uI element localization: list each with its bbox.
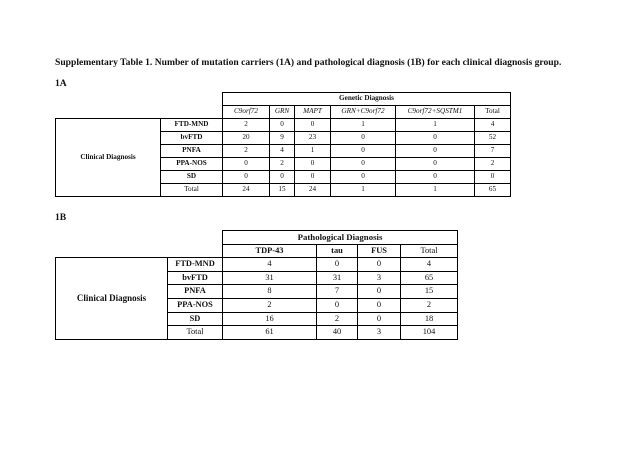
column-header: tau xyxy=(317,244,358,258)
table-cell: 0 xyxy=(358,312,401,326)
table-cell: 7 xyxy=(317,285,358,299)
table-cell: 2 xyxy=(223,119,270,132)
table-cell: 1 xyxy=(331,184,396,197)
table-1a-group-header-row xyxy=(56,93,511,106)
table-cell: 20 xyxy=(223,132,270,145)
table-cell: 9 xyxy=(270,132,295,145)
table-cell: 1 xyxy=(331,119,396,132)
row-header: SD xyxy=(161,171,223,184)
table-cell: 40 xyxy=(317,326,358,340)
row-header: FTD-MND xyxy=(161,119,223,132)
table-cell: 0 xyxy=(331,171,396,184)
table-cell: 16 xyxy=(223,312,317,326)
table-cell: 3 xyxy=(358,326,401,340)
table-1b-group-header-row xyxy=(56,231,458,245)
table-cell: 0 xyxy=(358,298,401,312)
row-header: SD xyxy=(168,312,223,326)
table-cell: 0 xyxy=(295,171,331,184)
table-cell: 2 xyxy=(401,298,458,312)
table-cell: 0 xyxy=(331,145,396,158)
column-header: C9orf72+SQSTM1 xyxy=(396,106,475,119)
table-1b-column-header-row xyxy=(56,244,458,258)
table-cell: 61 xyxy=(223,326,317,340)
row-header: PNFA xyxy=(161,145,223,158)
clinical-diagnosis-label: Clinical Diagnosis xyxy=(56,119,161,197)
table-1b xyxy=(55,230,458,340)
table-cell: 65 xyxy=(401,271,458,285)
table-cell: 0 xyxy=(295,119,331,132)
table-cell: 0 xyxy=(223,158,270,171)
row-header: bvFTD xyxy=(168,271,223,285)
column-header: Total xyxy=(475,106,511,119)
column-header: FUS xyxy=(358,244,401,258)
table-caption: Supplementary Table 1. Number of mutation carriers (1A) and pathological diagnosis (1B) for each clinical diagnosis group. xyxy=(55,57,562,68)
pathological-diagnosis-header: Pathological Diagnosis xyxy=(223,231,458,245)
table-cell: 65 xyxy=(475,184,511,197)
row-header: PPA-NOS xyxy=(161,158,223,171)
row-header: Total xyxy=(161,184,223,197)
table-cell: 0 xyxy=(396,145,475,158)
column-header: Total xyxy=(401,244,458,258)
table-cell: 2 xyxy=(223,145,270,158)
table-cell: 0 xyxy=(358,258,401,272)
table-cell: 0 xyxy=(223,171,270,184)
table-1b-label: 1B xyxy=(55,212,67,223)
table-cell: 0 xyxy=(317,258,358,272)
row-header: Total xyxy=(168,326,223,340)
table-cell: 15 xyxy=(401,285,458,299)
table-1a-label: 1A xyxy=(55,78,67,89)
table-cell: 0 xyxy=(396,171,475,184)
table-cell: 3 xyxy=(358,271,401,285)
table-cell: 4 xyxy=(270,145,295,158)
row-header: bvFTD xyxy=(161,132,223,145)
row-header: PPA-NOS xyxy=(168,298,223,312)
table-cell: 0 xyxy=(317,298,358,312)
column-header: C9orf72 xyxy=(223,106,270,119)
table-cell: 0 xyxy=(331,132,396,145)
table-cell: 24 xyxy=(295,184,331,197)
table-cell: 2 xyxy=(317,312,358,326)
table-cell: 1 xyxy=(295,145,331,158)
table-cell: 31 xyxy=(223,271,317,285)
genetic-diagnosis-header: Genetic Diagnosis xyxy=(223,93,511,106)
table-cell: 4 xyxy=(223,258,317,272)
table-cell: 0 xyxy=(396,158,475,171)
table-cell: 1 xyxy=(396,184,475,197)
table-cell: 24 xyxy=(223,184,270,197)
table-1a-column-header-row xyxy=(56,106,511,119)
table-cell: 0 xyxy=(270,119,295,132)
column-header: GRN xyxy=(270,106,295,119)
column-header: TDP-43 xyxy=(223,244,317,258)
table-cell: 2 xyxy=(475,158,511,171)
column-header: MAPT xyxy=(295,106,331,119)
table-row xyxy=(56,258,458,272)
table-cell: 0 xyxy=(295,158,331,171)
table-cell: 18 xyxy=(401,312,458,326)
table-cell: 104 xyxy=(401,326,458,340)
table-cell: 4 xyxy=(401,258,458,272)
clinical-diagnosis-label: Clinical Diagnosis xyxy=(56,258,168,340)
row-header: PNFA xyxy=(168,285,223,299)
table-cell: 4 xyxy=(475,119,511,132)
table-cell: 7 xyxy=(475,145,511,158)
table-1a xyxy=(55,92,511,197)
table-cell: 2 xyxy=(270,158,295,171)
table-cell: 0 xyxy=(358,285,401,299)
table-cell: 0 xyxy=(475,171,511,184)
table-cell: 0 xyxy=(270,171,295,184)
table-cell: 8 xyxy=(223,285,317,299)
table-cell: 1 xyxy=(396,119,475,132)
table-cell: 15 xyxy=(270,184,295,197)
row-header: FTD-MND xyxy=(168,258,223,272)
table-cell: 52 xyxy=(475,132,511,145)
table-row xyxy=(56,119,511,132)
table-cell: 0 xyxy=(331,158,396,171)
column-header: GRN+C9orf72 xyxy=(331,106,396,119)
table-cell: 2 xyxy=(223,298,317,312)
table-cell: 0 xyxy=(396,132,475,145)
table-cell: 23 xyxy=(295,132,331,145)
table-cell: 31 xyxy=(317,271,358,285)
